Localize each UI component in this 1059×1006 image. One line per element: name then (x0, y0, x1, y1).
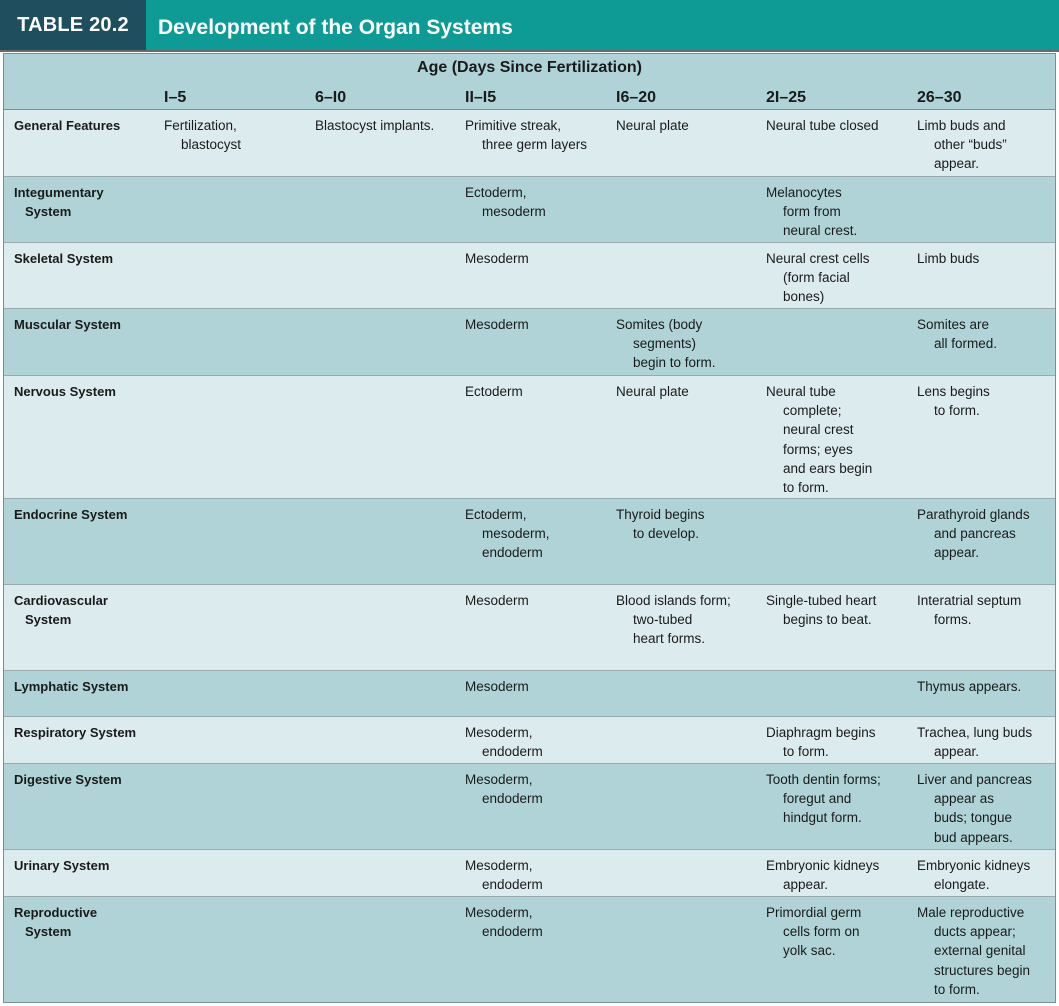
text-line: Mesoderm, (465, 772, 533, 787)
text-line: Limb buds and (917, 118, 1006, 133)
text-line: appear. (934, 744, 980, 760)
text-line: Diaphragm begins (766, 725, 876, 740)
text-line: Fertilization, (164, 118, 237, 133)
text-line: Primitive streak, (465, 118, 562, 133)
text-line: neural crest. (783, 223, 858, 239)
table-number: TABLE 20.2 (0, 0, 146, 50)
text-line: external genital (934, 943, 1026, 959)
text-line: hindgut form. (783, 810, 862, 826)
text-line: Embryonic kidneys (917, 858, 1031, 873)
table-title-bar (0, 0, 1059, 52)
table-cell (465, 770, 543, 808)
text-line: bones) (783, 289, 825, 305)
table-cell (766, 770, 881, 828)
text-line: complete; (783, 403, 842, 419)
text-line: mesoderm (482, 204, 546, 220)
text-line: Cardiovascular (14, 593, 108, 608)
row-label (14, 856, 109, 875)
text-line: to form. (934, 981, 980, 997)
table-row (4, 376, 1055, 499)
text-line: and pancreas (934, 526, 1016, 542)
column-header-4: I6–20 (616, 89, 657, 106)
text-line: buds; tongue (934, 810, 1013, 826)
table-row (4, 850, 1055, 897)
table-cell (766, 591, 876, 629)
table-cell (917, 903, 1030, 999)
text-line: other “buds” (934, 137, 1007, 153)
text-line: appear. (783, 877, 829, 893)
text-line: Nervous System (14, 384, 116, 399)
text-line: to form. (783, 480, 829, 496)
text-line: Liver and pancreas (917, 772, 1032, 787)
table-cell (465, 505, 550, 563)
row-label (14, 505, 127, 524)
text-line: forms. (934, 612, 972, 628)
table-cell (766, 856, 879, 894)
column-header-3: II–I5 (465, 89, 497, 106)
text-line: appear as (934, 791, 995, 807)
text-line: Urinary System (14, 858, 110, 873)
text-line: Thyroid begins (616, 507, 705, 522)
text-line: and ears begin (783, 460, 873, 476)
text-line: segments) (633, 336, 697, 352)
text-line: elongate. (934, 877, 990, 893)
text-line: heart forms. (633, 631, 706, 647)
text-line: to form. (934, 403, 980, 419)
text-line: Thymus appears. (917, 679, 1022, 694)
text-line: Somites (body (616, 317, 703, 332)
table-cell (917, 770, 1032, 847)
table-cell (917, 505, 1030, 563)
text-line: appear. (934, 545, 980, 561)
text-line: structures begin (934, 962, 1031, 978)
text-line: General Features (14, 118, 121, 133)
text-line: Embryonic kidneys (766, 858, 880, 873)
table-cell (465, 315, 529, 334)
age-header: Age (Days Since Fertilization) (4, 54, 1055, 83)
row-label (14, 677, 128, 696)
row-label (14, 591, 108, 629)
table-row (4, 764, 1055, 850)
text-line: Integumentary (14, 185, 104, 200)
text-line: begin to form. (633, 355, 716, 371)
text-line: Interatrial septum (917, 593, 1022, 608)
text-line: Lymphatic System (14, 679, 129, 694)
text-line: mesoderm, (482, 526, 550, 542)
table-row (4, 110, 1055, 177)
text-line: Mesoderm (465, 593, 529, 608)
table-cell (465, 382, 523, 401)
text-line: Ectoderm, (465, 185, 527, 200)
text-line: Ectoderm (465, 384, 523, 399)
text-line: (form facial (783, 270, 850, 286)
row-label (14, 315, 121, 334)
row-label (14, 770, 122, 789)
text-line: neural crest (783, 422, 854, 438)
table-cell (917, 382, 990, 420)
text-line: yolk sac. (783, 943, 836, 959)
table-cell (465, 183, 546, 221)
table-cell (766, 249, 870, 307)
table-cell (465, 677, 529, 696)
text-line: form from (783, 204, 841, 220)
text-line: Neural plate (616, 384, 689, 399)
text-line: endoderm (482, 744, 543, 760)
text-line: foregut and (783, 791, 852, 807)
text-line: endoderm (482, 877, 543, 893)
text-line: Melanocytes (766, 185, 842, 200)
text-line: Limb buds (917, 251, 980, 266)
text-line: System (25, 204, 72, 220)
text-line: forms; eyes (783, 441, 853, 457)
text-line: Mesoderm, (465, 725, 533, 740)
column-header-row (4, 82, 1055, 110)
text-line: Respiratory System (14, 725, 137, 740)
table-cell (465, 723, 543, 761)
table-row (4, 897, 1055, 1003)
text-line: Mesoderm (465, 679, 529, 694)
text-line: endoderm (482, 791, 543, 807)
table-cell (917, 249, 979, 268)
table-cell (766, 723, 876, 761)
text-line: Blastocyst implants. (315, 118, 435, 133)
row-label (14, 249, 113, 268)
table-cell (766, 903, 861, 961)
table-title: Development of the Organ Systems (158, 16, 513, 39)
table-cell (465, 249, 529, 268)
table-cell (616, 505, 705, 543)
text-line: to form. (783, 744, 829, 760)
text-line: Male reproductive (917, 905, 1025, 920)
text-line: System (25, 924, 72, 940)
table-cell (616, 315, 716, 373)
table-cell (465, 903, 543, 941)
text-line: two-tubed (633, 612, 693, 628)
row-label (14, 903, 97, 941)
column-header-1: I–5 (164, 89, 187, 106)
text-line: Blood islands form; (616, 593, 731, 608)
table-cell (315, 116, 434, 135)
table-cell (616, 116, 689, 135)
table-row (4, 499, 1055, 585)
text-line: Muscular System (14, 317, 121, 332)
text-line: Endocrine System (14, 507, 128, 522)
text-line: Neural crest cells (766, 251, 870, 266)
text-line: Somites are (917, 317, 990, 332)
table-row (4, 177, 1055, 243)
row-label (14, 382, 116, 401)
text-line: Reproductive (14, 905, 98, 920)
table-row (4, 671, 1055, 717)
table-cell (616, 591, 731, 649)
table-cell (465, 591, 529, 610)
text-line: Mesoderm (465, 317, 529, 332)
table-cell (766, 183, 857, 241)
table-cell (164, 116, 241, 154)
text-line: appear. (934, 156, 980, 172)
table-cell (917, 591, 1021, 629)
text-line: Neural tube (766, 384, 836, 399)
table-cell (917, 315, 997, 353)
table-cell (766, 382, 872, 497)
table-cell (917, 723, 1032, 761)
text-line: Ectoderm, (465, 507, 527, 522)
text-line: all formed. (934, 336, 998, 352)
text-line: Skeletal System (14, 251, 114, 266)
text-line: Single-tubed heart (766, 593, 877, 608)
text-line: three germ layers (482, 137, 588, 153)
text-line: System (25, 612, 72, 628)
table-cell (917, 856, 1030, 894)
text-line: Neural tube closed (766, 118, 879, 133)
development-table (3, 53, 1056, 1003)
text-line: ducts appear; (934, 924, 1016, 940)
row-label (14, 183, 104, 221)
text-line: Parathyroid glands (917, 507, 1030, 522)
text-line: Digestive System (14, 772, 122, 787)
text-line: begins to beat. (783, 612, 872, 628)
column-header-2: 6–I0 (315, 89, 347, 106)
table-row (4, 243, 1055, 309)
column-header-6: 26–30 (917, 89, 962, 106)
text-line: Mesoderm, (465, 858, 533, 873)
table-cell (917, 677, 1021, 696)
text-line: Tooth dentin forms; (766, 772, 881, 787)
table-cell (766, 116, 879, 135)
text-line: Mesoderm, (465, 905, 533, 920)
table-cell (465, 116, 587, 154)
table-row (4, 309, 1055, 376)
text-line: Primordial germ (766, 905, 862, 920)
text-line: to develop. (633, 526, 700, 542)
table-cell (917, 116, 1007, 174)
table-cell (616, 382, 689, 401)
text-line: Trachea, lung buds (917, 725, 1033, 740)
text-line: Lens begins (917, 384, 990, 399)
column-header-5: 2I–25 (766, 89, 807, 106)
text-line: endoderm (482, 924, 543, 940)
row-label (14, 116, 120, 135)
text-line: bud appears. (934, 829, 1013, 845)
text-line: Neural plate (616, 118, 689, 133)
text-line: blastocyst (181, 137, 242, 153)
table-row (4, 717, 1055, 764)
table-row (4, 585, 1055, 671)
text-line: endoderm (482, 545, 543, 561)
text-line: Mesoderm (465, 251, 529, 266)
row-label (14, 723, 136, 742)
text-line: cells form on (783, 924, 860, 940)
table-cell (465, 856, 543, 894)
